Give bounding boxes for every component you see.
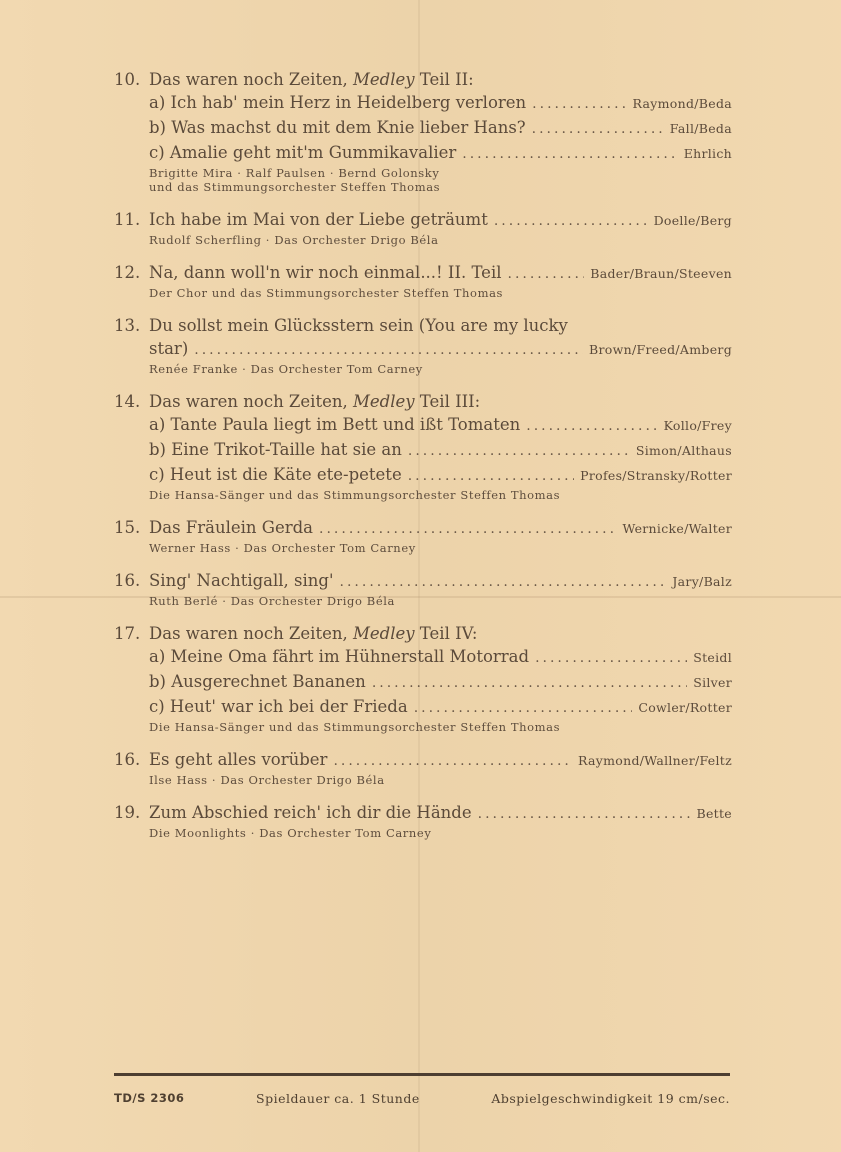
track-18 xyxy=(114,748,732,787)
performers: Ruth Berlé · Das Orchester Drigo Béla xyxy=(149,594,395,608)
track-17 xyxy=(114,622,732,734)
medley-item: c) Heut' war ich bei der Frieda ..... Cowler/Rotter xyxy=(149,695,732,720)
composer: Simon/Althaus xyxy=(635,443,732,458)
leader-dots xyxy=(408,440,630,463)
leader-dots xyxy=(535,647,687,670)
track-number: 16. xyxy=(114,750,141,769)
medley-item: b) Was machst du mit dem Knie lieber Hans? ..... Fall/Beda xyxy=(149,116,732,141)
playback-speed: Abspielgeschwindigkeit 19 cm/sec. xyxy=(491,1091,730,1106)
track-title: Es geht alles vorüber xyxy=(149,750,328,769)
track-title: Na, dann woll'n wir noch einmal...! II. Teil xyxy=(149,263,502,282)
performers: Ilse Hass · Das Orchester Drigo Béla xyxy=(149,773,385,787)
performers: Die Moonlights · Das Orchester Tom Carney xyxy=(149,826,432,840)
leader-dots xyxy=(526,415,657,438)
composer: Bader/Braun/Steeven xyxy=(590,266,732,281)
composer: Raymond/Wallner/Feltz xyxy=(578,753,732,768)
composer: Brown/Freed/Amberg xyxy=(589,342,732,357)
footer xyxy=(114,1091,730,1106)
track-title: Du sollst mein Glücksstern sein (You are my lucky xyxy=(149,316,568,335)
leader-dots xyxy=(408,465,574,488)
composer: Cowler/Rotter xyxy=(638,700,732,715)
composer: Ehrlich xyxy=(683,146,732,161)
track-title: Sing' Nachtigall, sing' xyxy=(149,571,334,590)
track-14 xyxy=(114,390,732,502)
leader-dots xyxy=(494,210,648,233)
composer: Steidl xyxy=(693,650,732,665)
performers: Renée Franke · Das Orchester Tom Carney xyxy=(149,362,423,376)
track-number: 13. xyxy=(114,316,141,335)
track-16 xyxy=(114,569,732,608)
medley-item: b) Ausgerechnet Bananen ..... Silver xyxy=(149,670,732,695)
composer: Kollo/Frey xyxy=(663,418,732,433)
leader-dots xyxy=(340,571,667,594)
medley-item: a) Tante Paula liegt im Bett und ißt Tomaten ..... Kollo/Frey xyxy=(149,413,732,438)
track-title-continued: star) xyxy=(149,339,189,358)
track-number: 15. xyxy=(114,518,141,537)
track-12 xyxy=(114,261,732,300)
track-number: 19. xyxy=(114,803,141,822)
leader-dots xyxy=(462,143,677,166)
composer: Raymond/Beda xyxy=(632,96,732,111)
track-title: Ich habe im Mai von der Liebe geträumt xyxy=(149,210,488,229)
catalog-number: TD/S 2306 xyxy=(114,1091,185,1105)
performers: Die Hansa-Sänger und das Stimmungsorchester Steffen Thomas xyxy=(149,488,561,502)
performers: Der Chor und das Stimmungsorchester Steffen Thomas xyxy=(149,286,504,300)
medley-item: a) Ich hab' mein Herz in Heidelberg verloren ..... Raymond/Beda xyxy=(149,91,732,116)
track-list xyxy=(114,68,732,854)
medley-item: a) Meine Oma fährt im Hühnerstall Motorrad ..... Steidl xyxy=(149,645,732,670)
track-number: 17. xyxy=(114,624,141,643)
composer: Bette xyxy=(696,806,732,821)
track-title: Das waren noch Zeiten, Medley Teil III: xyxy=(149,392,481,411)
composer: Silver xyxy=(693,675,732,690)
composer: Profes/Stransky/Rotter xyxy=(580,468,732,483)
composer: Wernicke/Walter xyxy=(622,521,732,536)
performers: Werner Hass · Das Orchester Tom Carney xyxy=(149,541,416,555)
track-number: 11. xyxy=(114,210,141,229)
performers: Brigitte Mira · Ralf Paulsen · Bernd Golonsky xyxy=(149,166,440,180)
leader-dots xyxy=(532,118,664,141)
track-title: Das Fräulein Gerda xyxy=(149,518,314,537)
duration: Spieldauer ca. 1 Stunde xyxy=(256,1091,420,1106)
track-13 xyxy=(114,314,732,376)
performers: und das Stimmungsorchester Steffen Thomas xyxy=(149,180,441,194)
performers: Rudolf Scherfling · Das Orchester Drigo Béla xyxy=(149,233,439,247)
leader-dots xyxy=(532,93,626,116)
leader-dots xyxy=(333,750,572,773)
footer-rule xyxy=(114,1073,730,1076)
track-title: Zum Abschied reich' ich dir die Hände xyxy=(149,803,472,822)
track-number: 14. xyxy=(114,392,141,411)
medley-item: c) Amalie geht mit'm Gummikavalier ..... Ehrlich xyxy=(149,141,732,166)
medley-item: b) Eine Trikot-Taille hat sie an ..... Simon/Althaus xyxy=(149,438,732,463)
track-11 xyxy=(114,208,732,247)
track-number: 10. xyxy=(114,70,141,89)
composer: Fall/Beda xyxy=(669,121,732,136)
track-15 xyxy=(114,516,732,555)
leader-dots xyxy=(508,263,585,286)
leader-dots xyxy=(478,803,691,826)
track-number: 12. xyxy=(114,263,141,282)
track-19 xyxy=(114,801,732,840)
medley-item: c) Heut ist die Käte ete-petete ..... Profes/Stransky/Rotter xyxy=(149,463,732,488)
track-title: Das waren noch Zeiten, Medley Teil IV: xyxy=(149,624,478,643)
composer: Jary/Balz xyxy=(672,574,732,589)
leader-dots xyxy=(414,697,633,720)
composer: Doelle/Berg xyxy=(653,213,732,228)
performers: Die Hansa-Sänger und das Stimmungsorchester Steffen Thomas xyxy=(149,720,561,734)
track-10 xyxy=(114,68,732,194)
track-number: 16. xyxy=(114,571,141,590)
leader-dots xyxy=(194,339,583,362)
leader-dots xyxy=(372,672,687,695)
leader-dots xyxy=(319,518,616,541)
track-title: Das waren noch Zeiten, Medley Teil II: xyxy=(149,70,474,89)
